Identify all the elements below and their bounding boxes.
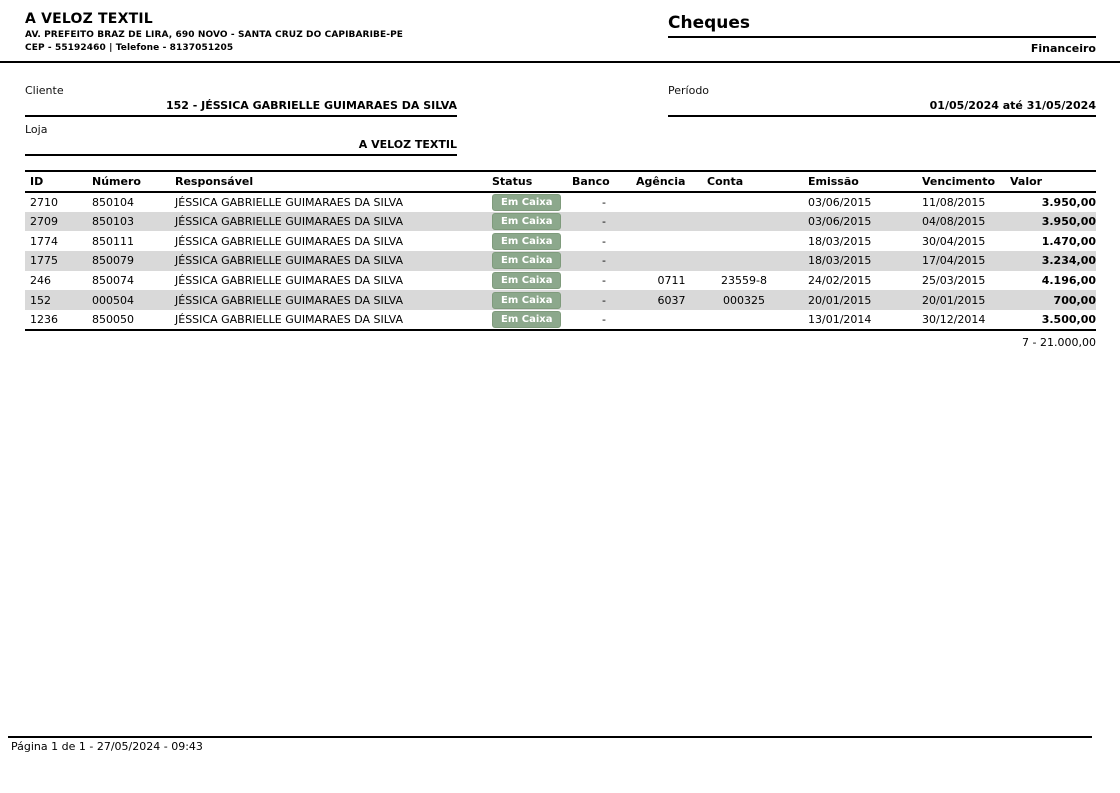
cell-valor: 3.500,00	[1010, 310, 1096, 330]
cell-conta	[707, 251, 781, 271]
cell-vencimento: 11/08/2015	[922, 195, 986, 209]
col-header-banco: Banco	[572, 171, 636, 192]
cell-valor: 1.470,00	[1041, 234, 1096, 248]
cell-emissao: 03/06/2015	[808, 195, 872, 209]
field-loja	[25, 123, 457, 156]
cliente-value: 152 - JÉSSICA GABRIELLE GUIMARAES DA SILVA	[25, 98, 457, 117]
cell-agencia	[636, 310, 707, 330]
cell-agencia: 6037	[657, 293, 686, 307]
cell-numero: 850104	[92, 195, 134, 209]
report-title: Cheques	[668, 13, 1096, 38]
cell-id: 152	[30, 293, 51, 307]
company-address: AV. PREFEITO BRAZ DE LIRA, 690 NOVO - SANTA CRUZ DO CAPIBARIBE-PE	[25, 30, 404, 40]
col-header-valor: Valor	[1010, 171, 1096, 192]
table-summary-total: 7 - 21.000,00	[1022, 336, 1096, 349]
cell-status	[487, 212, 572, 232]
table-row	[25, 212, 1096, 232]
cell-agencia	[636, 251, 707, 271]
company-name: A VELOZ TEXTIL	[25, 11, 153, 27]
cell-responsavel: JÉSSICA GABRIELLE GUIMARAES DA SILVA	[175, 274, 404, 288]
cell-responsavel: JÉSSICA GABRIELLE GUIMARAES DA SILVA	[175, 215, 404, 229]
cell-responsavel: JÉSSICA GABRIELLE GUIMARAES DA SILVA	[175, 293, 404, 307]
table-row	[25, 231, 1096, 251]
table-row	[25, 271, 1096, 291]
report-department: Financeiro	[1030, 42, 1096, 55]
cell-id: 2710	[30, 195, 58, 209]
page-footer: Página 1 de 1 - 27/05/2024 - 09:43	[11, 740, 203, 753]
cell-responsavel: JÉSSICA GABRIELLE GUIMARAES DA SILVA	[175, 234, 404, 248]
cheques-table	[25, 170, 1096, 331]
periodo-label: Período	[668, 84, 710, 97]
status-badge: Em Caixa	[492, 194, 561, 211]
status-badge: Em Caixa	[492, 292, 561, 309]
col-header-conta: Conta	[707, 171, 781, 192]
cell-numero: 850103	[92, 215, 134, 229]
cell-vencimento: 30/04/2015	[922, 234, 986, 248]
cell-numero: 000504	[92, 293, 134, 307]
cell-conta: 23559-8	[721, 274, 767, 288]
cell-status	[487, 192, 572, 212]
cell-valor: 3.950,00	[1041, 195, 1096, 209]
loja-value: A VELOZ TEXTIL	[25, 137, 457, 156]
status-badge: Em Caixa	[492, 311, 561, 328]
col-header-agencia: Agência	[636, 171, 707, 192]
table-row	[25, 290, 1096, 310]
cell-banco: -	[602, 293, 606, 307]
footer-divider	[8, 736, 1092, 738]
field-periodo	[668, 84, 1096, 117]
header-divider	[0, 61, 1120, 63]
col-header-id: ID	[25, 171, 90, 192]
cell-agencia	[636, 192, 707, 212]
status-badge: Em Caixa	[492, 213, 561, 230]
cell-banco: -	[602, 274, 606, 288]
company-header	[25, 11, 403, 53]
table-row	[25, 310, 1096, 330]
cell-numero: 850111	[92, 234, 134, 248]
cell-valor: 3.950,00	[1041, 215, 1096, 229]
cell-banco: -	[602, 215, 606, 229]
cell-emissao: 20/01/2015	[808, 293, 872, 307]
table-row	[25, 251, 1096, 271]
cell-responsavel: JÉSSICA GABRIELLE GUIMARAES DA SILVA	[175, 254, 404, 268]
cell-status	[487, 310, 572, 330]
cell-agencia: 0711	[657, 274, 686, 288]
col-header-responsavel: Responsável	[175, 171, 487, 192]
cell-vencimento: 17/04/2015	[922, 254, 986, 268]
cell-vencimento: 04/08/2015	[922, 215, 986, 229]
cell-banco: -	[602, 254, 606, 268]
report-header	[668, 13, 1096, 55]
cell-valor: 700,00	[1053, 293, 1096, 307]
col-header-vencimento: Vencimento	[898, 171, 1010, 192]
cell-emissao: 18/03/2015	[808, 234, 872, 248]
cell-banco: -	[572, 310, 636, 330]
col-header-status: Status	[487, 171, 572, 192]
cell-status	[487, 251, 572, 271]
periodo-value: 01/05/2024 até 31/05/2024	[668, 98, 1096, 117]
cell-id: 1774	[30, 234, 58, 248]
table-row	[25, 192, 1096, 212]
cell-emissao: 13/01/2014	[781, 310, 898, 330]
cell-conta	[707, 212, 781, 232]
table-header-row	[25, 171, 1096, 192]
cell-vencimento: 25/03/2015	[922, 274, 986, 288]
cell-emissao: 24/02/2015	[808, 274, 872, 288]
cell-valor: 3.234,00	[1041, 254, 1096, 268]
cell-vencimento: 30/12/2014	[898, 310, 1010, 330]
cell-id: 2709	[30, 215, 58, 229]
cell-conta	[707, 192, 781, 212]
cell-id: 1775	[30, 254, 58, 268]
cliente-label: Cliente	[25, 84, 64, 97]
cell-emissao: 18/03/2015	[808, 254, 872, 268]
cell-agencia	[636, 231, 707, 251]
cell-banco: -	[602, 195, 606, 209]
cell-agencia	[636, 212, 707, 232]
cell-status	[487, 290, 572, 310]
cell-conta: 000325	[723, 293, 765, 307]
cell-banco: -	[602, 234, 606, 248]
company-contact: CEP - 55192460 | Telefone - 8137051205	[25, 43, 234, 53]
cell-numero: 850050	[90, 310, 175, 330]
field-cliente	[25, 84, 457, 117]
cell-valor: 4.196,00	[1041, 274, 1096, 288]
col-header-emissao: Emissão	[781, 171, 898, 192]
cell-id: 246	[30, 274, 51, 288]
col-header-numero: Número	[90, 171, 175, 192]
status-badge: Em Caixa	[492, 272, 561, 289]
cell-responsavel: JÉSSICA GABRIELLE GUIMARAES DA SILVA	[175, 195, 404, 209]
cell-status	[487, 271, 572, 291]
cell-conta	[707, 310, 781, 330]
loja-label: Loja	[25, 123, 48, 136]
status-badge: Em Caixa	[492, 233, 561, 250]
cell-numero: 850079	[92, 254, 134, 268]
cell-emissao: 03/06/2015	[808, 215, 872, 229]
cell-conta	[707, 231, 781, 251]
status-badge: Em Caixa	[492, 252, 561, 269]
cell-responsavel: JÉSSICA GABRIELLE GUIMARAES DA SILVA	[175, 310, 487, 330]
cell-status	[487, 231, 572, 251]
cell-id: 1236	[25, 310, 90, 330]
cell-vencimento: 20/01/2015	[922, 293, 986, 307]
cell-numero: 850074	[92, 274, 134, 288]
